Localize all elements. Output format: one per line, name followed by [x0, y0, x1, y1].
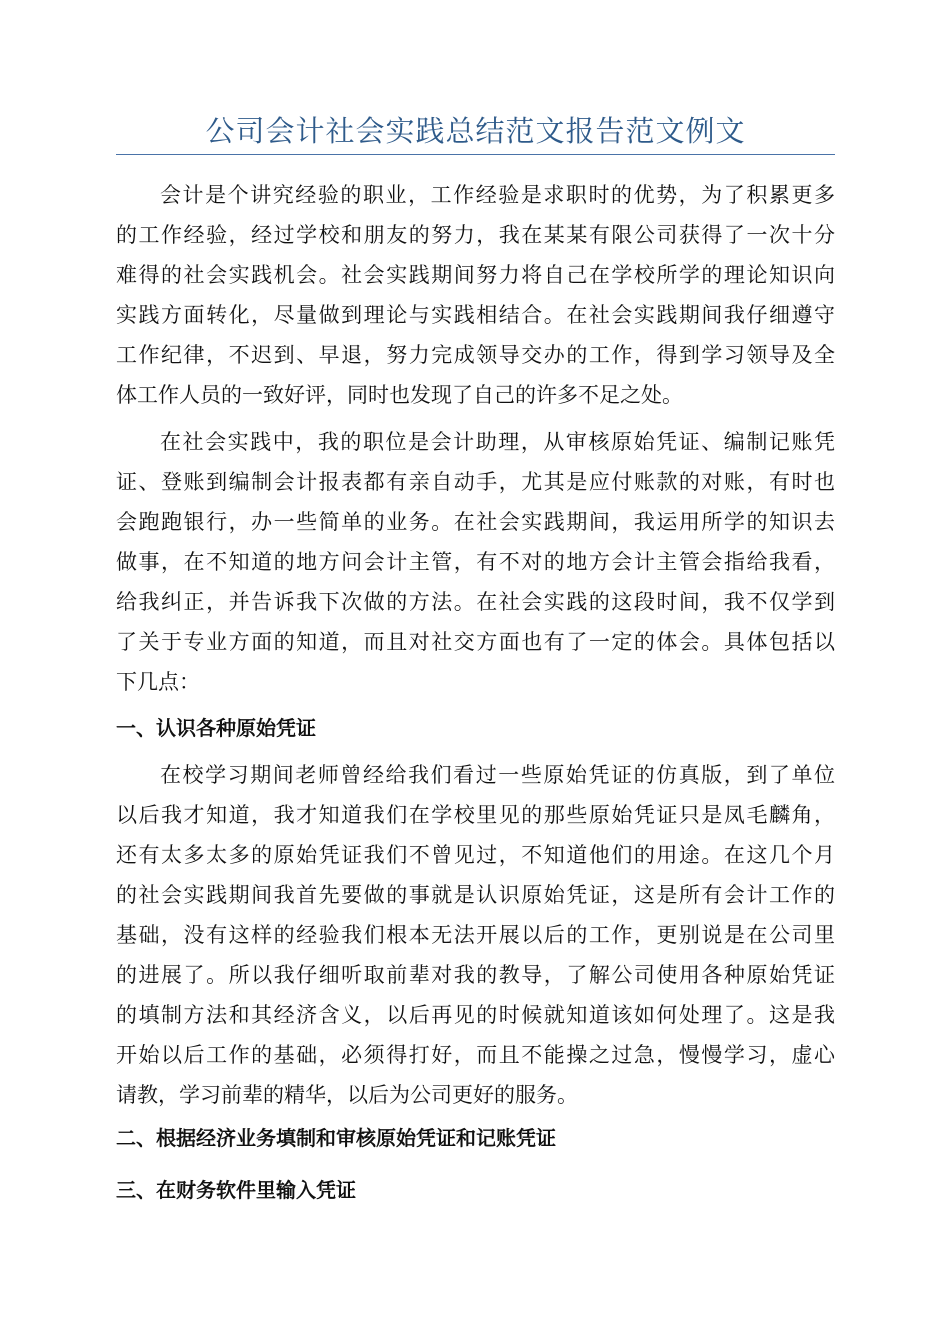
- section-heading-2: 二、根据经济业务填制和审核原始凭证和记账凭证: [116, 1126, 556, 1150]
- paragraph-2-line: 会跑跑银行，办一些简单的业务。在社会实践期间，我运用所学的知识去: [116, 510, 835, 534]
- title-underline: [116, 154, 835, 155]
- paragraph-1-line: 难得的社会实践机会。社会实践期间努力将自己在学校所学的理论知识向: [116, 263, 835, 287]
- paragraph-1-line: 实践方面转化，尽量做到理论与实践相结合。在社会实践期间我仔细遵守: [116, 303, 835, 327]
- paragraph-3-line: 的社会实践期间我首先要做的事就是认识原始凭证，这是所有会计工作的: [116, 883, 835, 907]
- paragraph-3-line: 在校学习期间老师曾经给我们看过一些原始凭证的仿真版，到了单位: [160, 763, 835, 787]
- section-heading-1: 一、认识各种原始凭证: [116, 716, 316, 740]
- paragraph-2-line: 下几点：: [116, 670, 200, 694]
- paragraph-1-line: 的工作经验，经过学校和朋友的努力，我在某某有限公司获得了一次十分: [116, 223, 835, 247]
- paragraph-2-line: 在社会实践中，我的职位是会计助理，从审核原始凭证、编制记账凭: [160, 430, 835, 454]
- paragraph-2-line: 了关于专业方面的知道，而且对社交方面也有了一定的体会。具体包括以: [116, 630, 835, 654]
- paragraph-3-line: 的填制方法和其经济含义，以后再见的时候就知道该如何处理了。这是我: [116, 1003, 835, 1027]
- section-heading-3: 三、在财务软件里输入凭证: [116, 1178, 356, 1202]
- paragraph-2-line: 证、登账到编制会计报表都有亲自动手，尤其是应付账款的对账，有时也: [116, 470, 835, 494]
- paragraph-3-line: 还有太多太多的原始凭证我们不曾见过，不知道他们的用途。在这几个月: [116, 843, 835, 867]
- paragraph-1-line: 体工作人员的一致好评，同时也发现了自己的许多不足之处。: [116, 383, 683, 407]
- paragraph-1-line: 工作纪律，不迟到、早退，努力完成领导交办的工作，得到学习领导及全: [116, 343, 835, 367]
- paragraph-3-line: 开始以后工作的基础，必须得打好，而且不能操之过急，慢慢学习，虚心: [116, 1043, 835, 1067]
- paragraph-2-line: 做事，在不知道的地方问会计主管，有不对的地方会计主管会指给我看，: [116, 550, 835, 574]
- paragraph-2-line: 给我纠正，并告诉我下次做的方法。在社会实践的这段时间，我不仅学到: [116, 590, 835, 614]
- paragraph-1-line: 会计是个讲究经验的职业，工作经验是求职时的优势，为了积累更多: [160, 183, 835, 207]
- paragraph-3-line: 请教，学习前辈的精华，以后为公司更好的服务。: [116, 1083, 578, 1107]
- paragraph-3-line: 以后我才知道，我才知道我们在学校里见的那些原始凭证只是凤毛麟角，: [116, 803, 835, 827]
- paragraph-3-line: 基础，没有这样的经验我们根本无法开展以后的工作，更别说是在公司里: [116, 923, 835, 947]
- document-title: 公司会计社会实践总结范文报告范文例文: [205, 114, 746, 148]
- paragraph-3-line: 的进展了。所以我仔细听取前辈对我的教导，了解公司使用各种原始凭证: [116, 963, 835, 987]
